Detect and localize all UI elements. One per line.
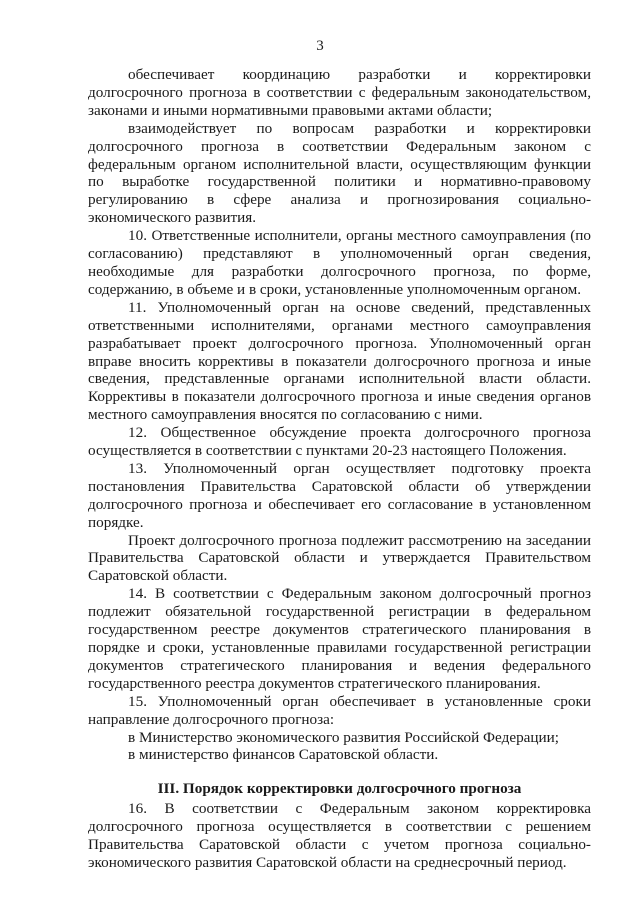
paragraph: 16. В соответствии с Федеральным законом корректировка долгосрочного прогноза осуществляется в соответствии с решением Правительства Саратовской области с учетом прогноза социально-экономического развития Саратовской области на среднесрочный период. <box>88 800 591 871</box>
paragraph: в министерство финансов Саратовской области. <box>128 746 439 764</box>
paragraph: в Министерство экономического развития Российской Федерации; <box>128 728 560 746</box>
paragraph: Проект долгосрочного прогноза подлежит рассмотрению на заседании Правительства Саратовской области и утверждается Правительством Саратовской области. <box>88 531 591 585</box>
paragraph: 10. Ответственные исполнители, органы местного самоуправления (по согласованию) представляют в уполномоченный орган сведения, необходимые для разработки долгосрочного прогноза, по форме, содержанию, в объеме и в сроки, установленные уполномоченным органом. <box>88 227 591 298</box>
paragraph: 12. Общественное обсуждение проекта долгосрочного прогноза осуществляется в соответствии с пунктами 20-23 настоящего Положения. <box>88 424 591 460</box>
page-number: 3 <box>316 38 324 54</box>
document-body <box>88 66 591 872</box>
paragraph: 13. Уполномоченный орган осуществляет подготовку проекта постановления Правительства Саратовской области об утверждении долгосрочного прогноза и обеспечивает его согласование в установленном порядке. <box>88 459 591 531</box>
section-heading: III. Порядок корректировки долгосрочного прогноза <box>157 780 522 798</box>
paragraph: взаимодействует по вопросам разработки и корректировки долгосрочного прогноза в соответствии Федеральным законом с федеральным органом исполнительной власти, осуществляющим функции по выработке государственной политики и нормативно-правовому регулированию в сфере анализа и прогнозирования социально-экономического развития. <box>88 119 591 227</box>
paragraph: обеспечивает координацию разработки и корректировки долгосрочного прогноза в соответствии с федеральным законодательством, законами и иными нормативными правовыми актами области; <box>88 66 591 119</box>
paragraph: 15. Уполномоченный орган обеспечивает в установленные сроки направление долгосрочного прогноза: <box>88 692 591 728</box>
paragraph: 14. В соответствии с Федеральным законом долгосрочный прогноз подлежит обязательной государственной регистрации в федеральном государственном реестре документов стратегического планирования в порядке и сроки, установленные правилами государственной регистрации документов стратегического планирования и ведения федерального государственного реестра документов стратегического планирования. <box>88 585 591 692</box>
paragraph: 11. Уполномоченный орган на основе сведений, представленных ответственными исполнителями, органами местного самоуправления разрабатывает проект долгосрочного прогноза. Уполномоченный орган вправе вносить коррективы в показатели долгосрочного прогноза и иные сведения, представленные органами исполнительной власти области. Коррективы в показатели долгосрочного прогноза и иные сведения органов местного самоуправления вносятся по согласованию с ними. <box>88 298 591 424</box>
